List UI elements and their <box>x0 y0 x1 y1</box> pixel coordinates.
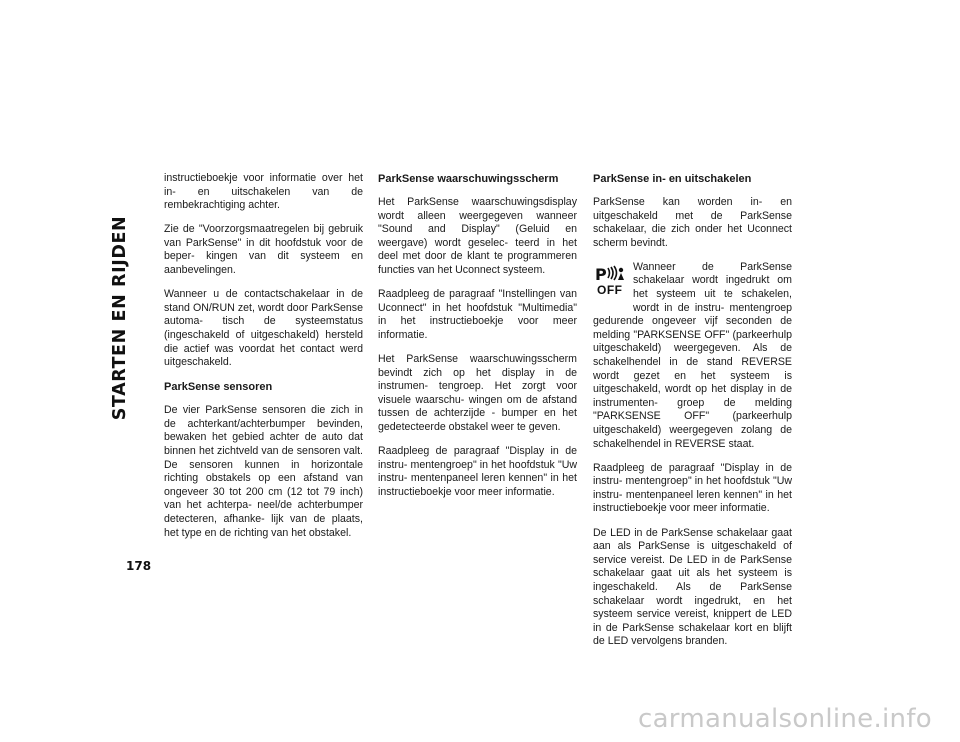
paragraph: Wanneer u de contactschakelaar in de stand ON/RUN zet, wordt door ParkSense automa- tisch de systeemstatus (ingeschakeld of uitgeschakeld) hersteld die actief was voordat het contact werd uitgeschakeld. <box>164 288 363 369</box>
icon-off-label: OFF <box>597 282 623 297</box>
parksense-sensor-icon <box>593 263 627 285</box>
watermark: carmanualsonline.info <box>637 704 932 734</box>
paragraph: Het ParkSense waarschuwingsscherm bevindt zich op het display in de instrumen- tengroep. Het zorgt voor visuele waarschu- wingen om de afstand tussen de achterzijde - bumper en het gedetecteerde obstakel weer te geven. <box>378 352 577 433</box>
paragraph: De vier ParkSense sensoren die zich in de achterkant/achterbumper bevinden, bewaken het gebied achter de auto dat binnen het zichtveld van de sensoren valt. De sensoren kunnen in horizontale richting obstakels op een afstand van ongeveer 30 tot 200 cm (12 tot 79 inch) van het achterpa- neel/de achterbumper detecteren, afhanke- lijk van de plaats, het type en de richting van het obstakel. <box>164 404 363 539</box>
paragraph: ParkSense kan worden in- en uitgeschakeld met de ParkSense schakelaar, die zich onder het Uconnect scherm bevindt. <box>593 196 792 249</box>
column-3 <box>593 172 792 659</box>
column-1 <box>164 172 363 551</box>
paragraph: De LED in de ParkSense schakelaar gaat aan als ParkSense is uitgeschakeld of service vereist. De LED in de ParkSense schakelaar gaat uit als het systeem is ingeschakeld. Als de ParkSense schakelaar wordt ingedrukt, en het systeem service vereist, knippert de LED in de ParkSense schakelaar kort en blijft de LED vervolgens branden. <box>593 526 792 648</box>
page-number: 178 <box>126 559 152 573</box>
paragraph: instructieboekje voor informatie over het in- en uitschakelen van de rembekrachtiging achter. <box>164 172 363 212</box>
paragraph: Raadpleeg de paragraaf "Display in de instru- mentengroep" in het hoofdstuk "Uw instru- mentenpaneel leren kennen" in het instructieboekje voor meer informatie. <box>378 445 577 498</box>
paragraph: Het ParkSense waarschuwingsdisplay wordt alleen weergegeven wanneer "Sound and Display" (Geluid en weergave) wordt geselec- teerd in het deel met door de klant te programmeren functies van het Uconnect systeem. <box>378 196 577 276</box>
section-heading: ParkSense sensoren <box>164 381 273 394</box>
section-title: STARTEN EN RIJDEN <box>110 215 130 421</box>
section-heading: ParkSense in- en uitschakelen <box>593 173 752 185</box>
paragraph: Wanneer de ParkSense schakelaar wordt ingedrukt om het systeem uit te schakelen, wordt in de instru- mentengroep gedurende ongeveer vijf seconden de melding "PARKSENSE OFF" (parkeerhulp uitgeschakeld) weergegeven. Als de schakelhendel in de stand REVERSE wordt gezet en het systeem is uitgeschakeld, wordt op het display in de instrumenten- groep de melding "PARKSENSE OFF" (parkeerhulp uitgeschakeld) weergegeven zolang de schakelhendel in REVERSE staat. <box>593 260 792 450</box>
parksense-off-icon <box>593 263 627 307</box>
svg-text:P: P <box>595 264 607 284</box>
column-2 <box>378 172 577 510</box>
section-heading: ParkSense waarschuwingsscherm <box>378 173 559 185</box>
paragraph: Zie de "Voorzorgsmaatregelen bij gebruik van ParkSense" in dit hoofdstuk voor de beper- kingen van dit systeem en aanbevelingen. <box>164 223 363 277</box>
paragraph: Raadpleeg de paragraaf "Display in de instru- mentengroep" in het hoofdstuk "Uw instru- mentenpaneel leren kennen" in het instructieboekje voor meer informatie. <box>593 461 792 515</box>
paragraph: Raadpleeg de paragraaf "Instellingen van Uconnect" in het hoofdstuk "Multimedia" in het instructieboekje voor meer informatie. <box>378 288 577 341</box>
